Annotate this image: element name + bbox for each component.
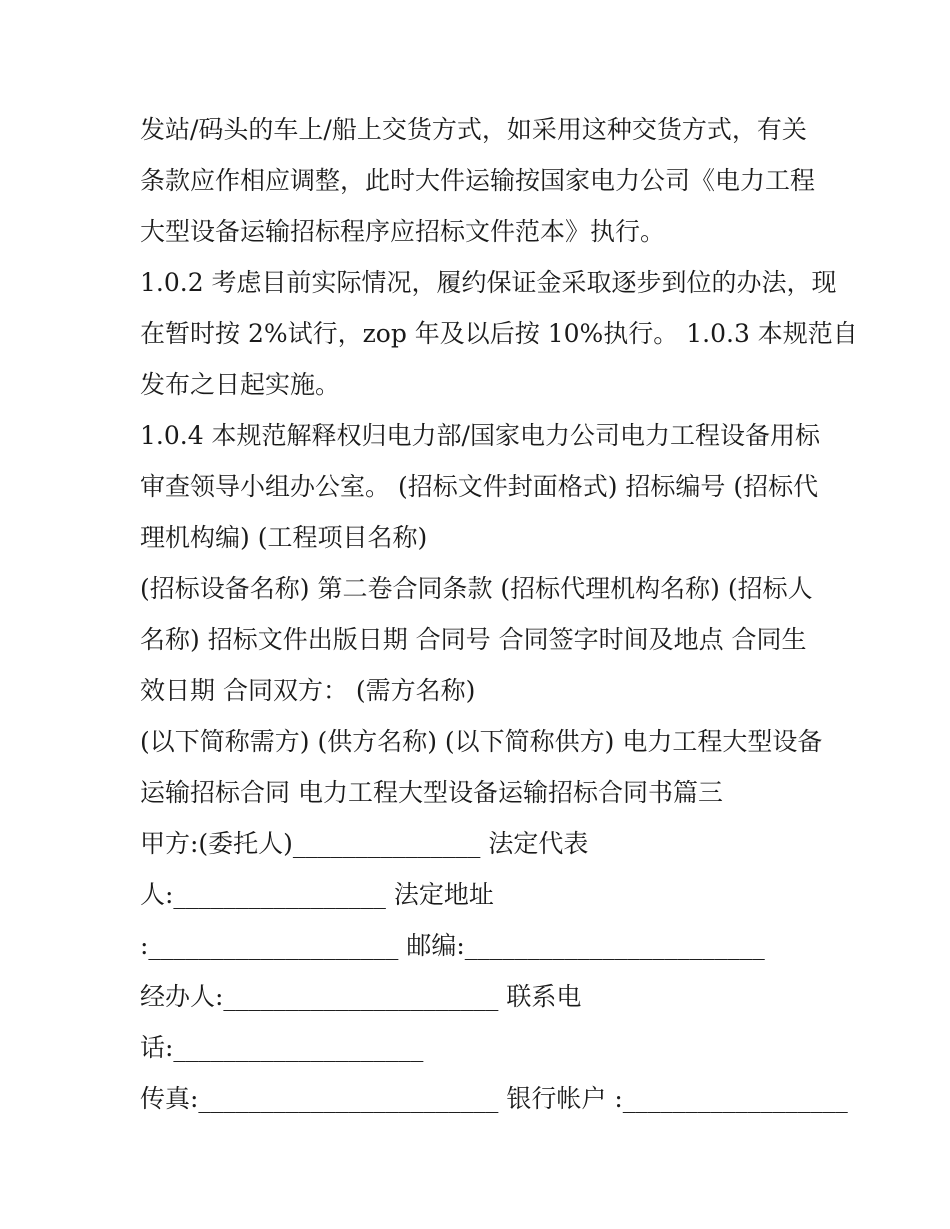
text-line: 发站/码头的车上/船上交货方式，如采用这种交货方式，有关 (140, 115, 807, 144)
text-line: 人:_________________ 法定地址 (140, 880, 494, 909)
document-body (140, 104, 858, 1124)
text-line: 条款应作相应调整，此时大件运输按国家电力公司《电力工程 (140, 166, 816, 195)
text-line: 名称) 招标文件出版日期 合同号 合同签字时间及地点 合同生 (140, 625, 807, 654)
text-line: 甲方:(委托人)_______________ 法定代表 (140, 829, 589, 858)
text-line: 传真:________________________ 银行帐户 :__________________ (140, 1084, 848, 1113)
text-line: 效日期 合同双方： (需方名称) (140, 676, 476, 705)
text-line: :____________________ 邮编:________________________ (140, 931, 765, 960)
text-line: 运输招标合同 电力工程大型设备运输招标合同书篇三 (140, 778, 723, 807)
text-line: 话:____________________ (140, 1033, 424, 1062)
text-line: 发布之日起实施。 (140, 370, 341, 399)
text-line: 审查领导小组办公室。 (招标文件封面格式) 招标编号 (招标代 (140, 472, 819, 501)
text-line: 在暂时按 2%试行，zop 年及以后按 10%执行。 1.0.3 本规范自 (140, 319, 858, 348)
text-line: 1.0.2 考虑目前实际情况，履约保证金采取逐步到位的办法，现 (140, 268, 837, 297)
text-line: (以下简称需方) (供方名称) (以下简称供方) 电力工程大型设备 (140, 727, 823, 756)
text-line: 经办人:______________________ 联系电 (140, 982, 582, 1011)
text-line: 理机构编) (工程项目名称) (140, 523, 428, 552)
text-line: 大型设备运输招标程序应招标文件范本》执行。 (140, 217, 666, 246)
text-line: 1.0.4 本规范解释权归电力部/国家电力公司电力工程设备用标 (140, 421, 820, 450)
text-line: (招标设备名称) 第二卷合同条款 (招标代理机构名称) (招标人 (140, 574, 813, 603)
